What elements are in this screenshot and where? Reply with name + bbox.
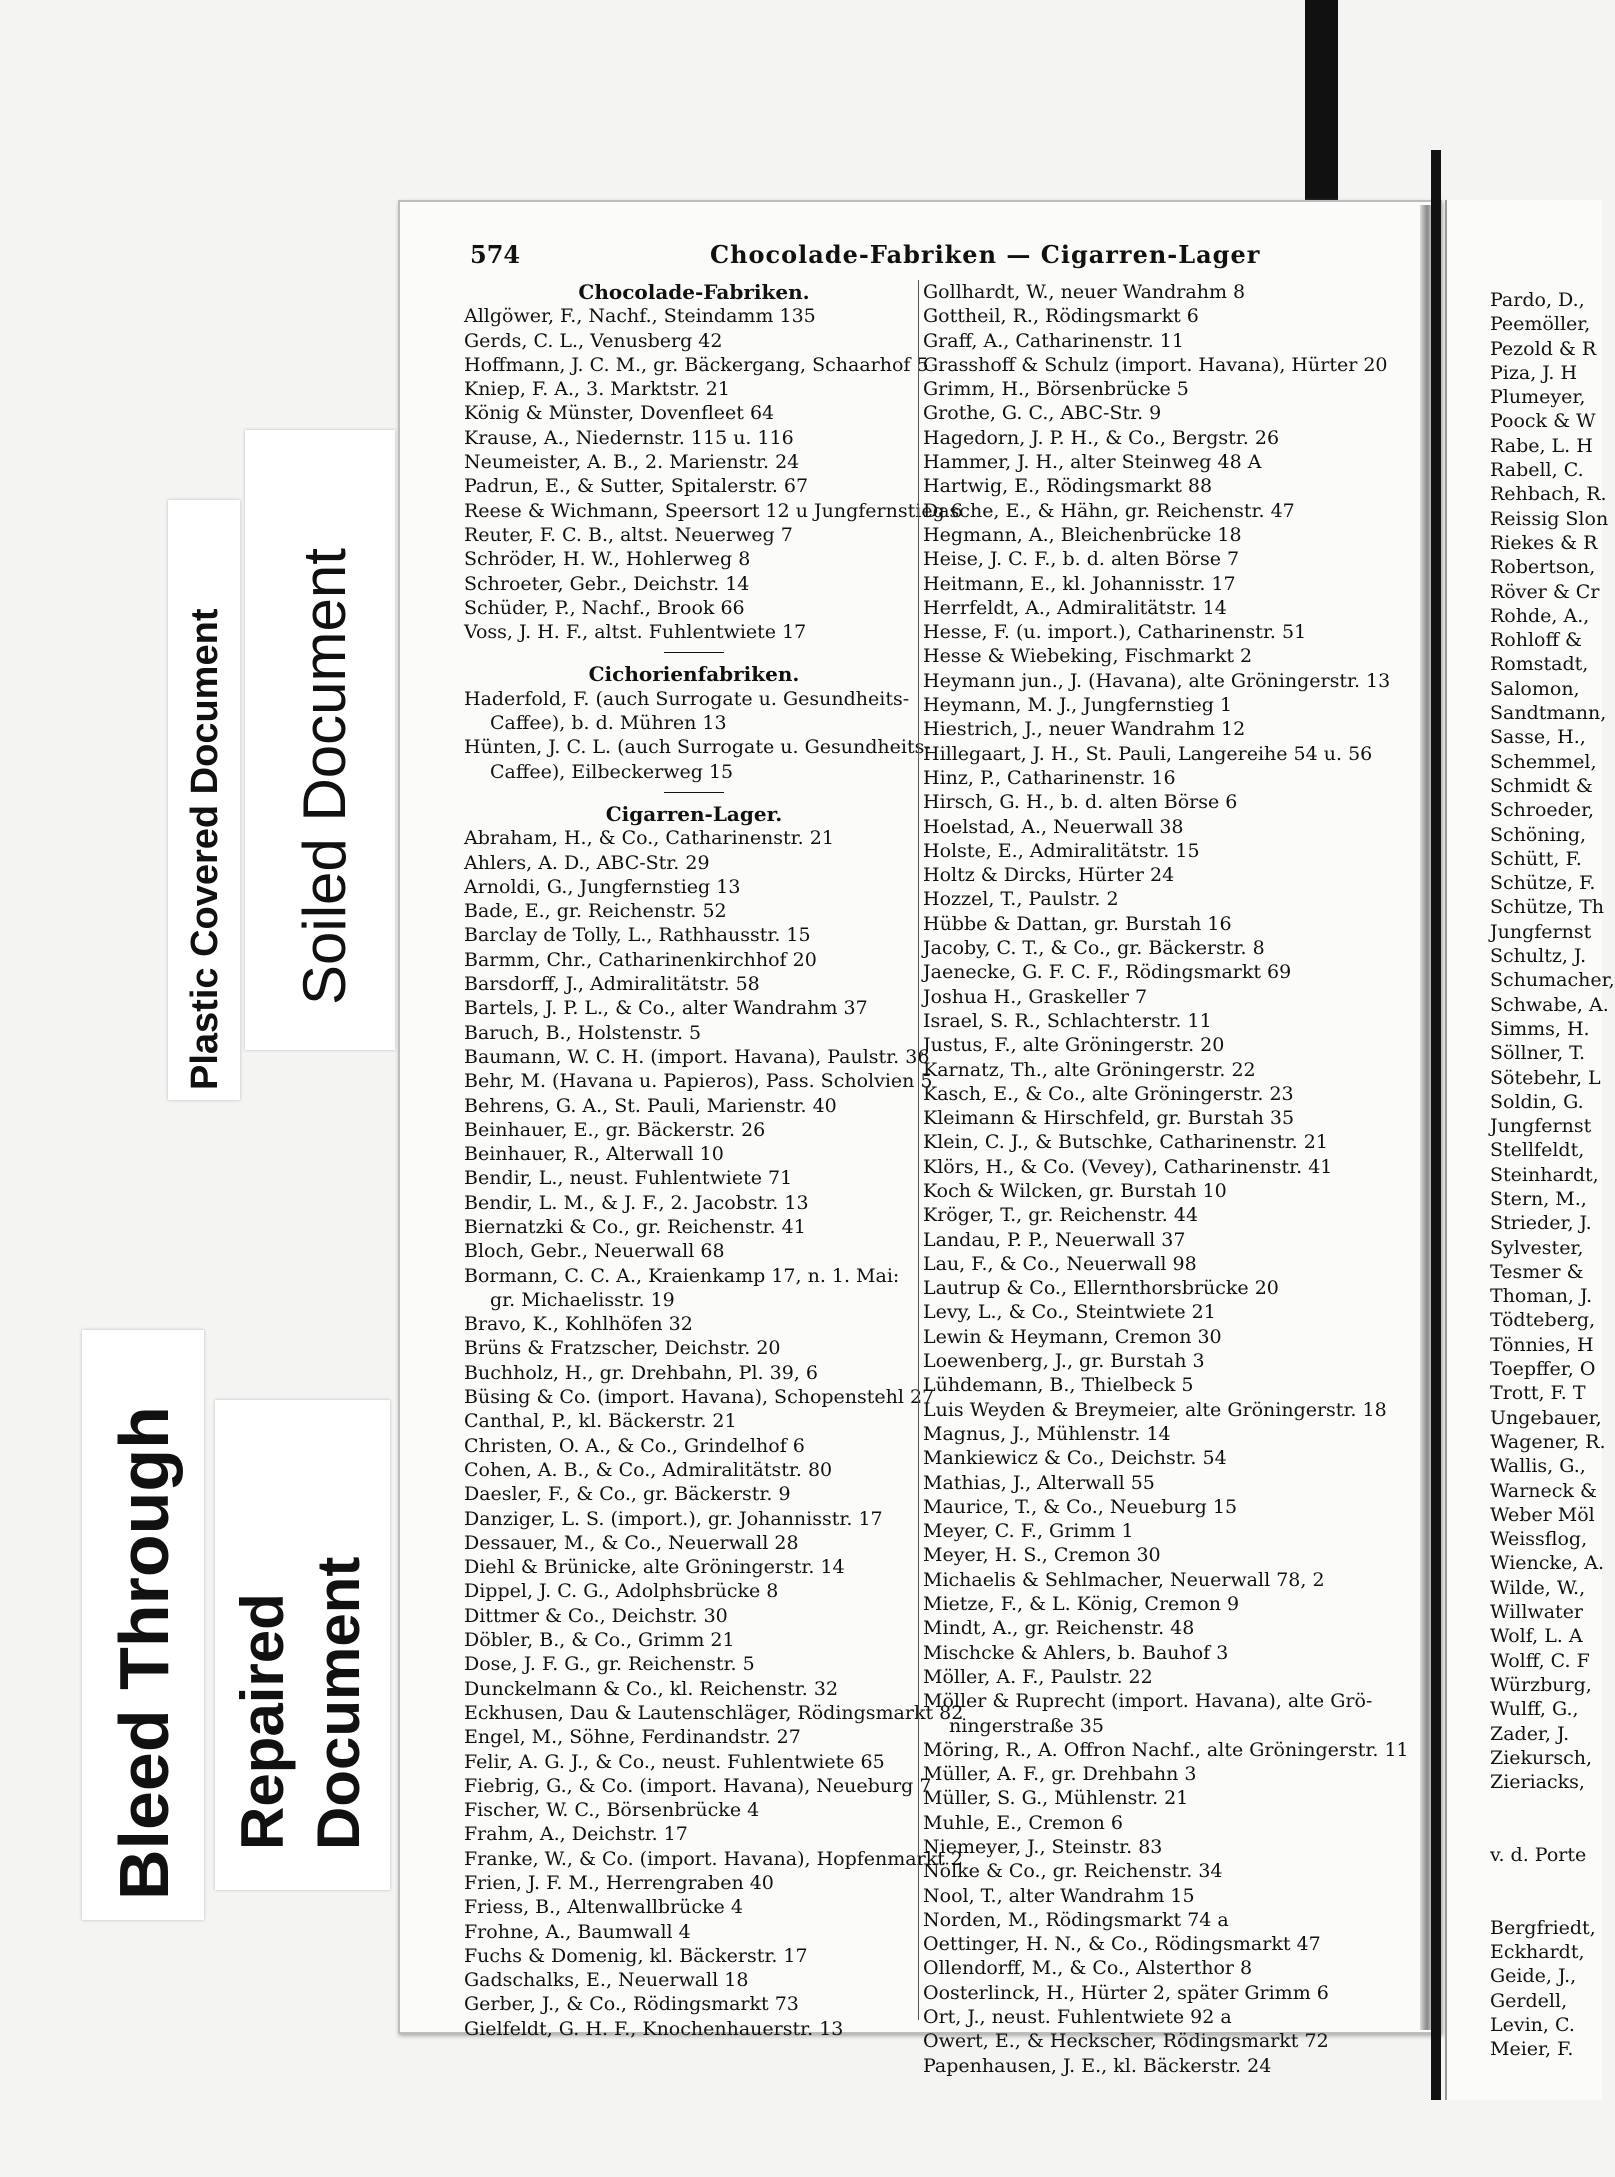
directory-entry: Hünten, J. C. L. (auch Surrogate u. Gesundheits- xyxy=(464,736,931,759)
facing-page-entry: Ziekursch, xyxy=(1490,1746,1593,1769)
facing-page-entry: Poock & W xyxy=(1490,410,1596,433)
directory-entry: Hesse, F. (u. import.), Catharinenstr. 51 xyxy=(923,621,1307,644)
facing-page-entry: Peemöller, xyxy=(1490,313,1591,336)
facing-page-entry: Jungfernst xyxy=(1490,1115,1592,1138)
facing-page-entry: Gerdell, xyxy=(1490,1989,1568,2012)
directory-entry: Frohne, A., Baumwall 4 xyxy=(464,1920,691,1943)
plastic-covered-label xyxy=(168,500,240,1100)
facing-page-entry: Wolf, L. A xyxy=(1490,1625,1583,1648)
directory-entry: Papenhausen, J. E., kl. Bäckerstr. 24 xyxy=(923,2054,1272,2077)
directory-entry: Bloch, Gebr., Neuerwall 68 xyxy=(464,1240,725,1263)
facing-page-entry: Rohde, A., xyxy=(1490,604,1590,627)
directory-entry: Barmm, Chr., Catharinenkirchhof 20 xyxy=(464,948,817,971)
facing-page-entry: Bergfriedt, xyxy=(1490,1916,1596,1939)
directory-entry: Müller, A. F., gr. Drehbahn 3 xyxy=(923,1763,1197,1786)
directory-entry: Krause, A., Niedernstr. 115 u. 116 xyxy=(464,426,794,449)
directory-entry: Barclay de Tolly, L., Rathhausstr. 15 xyxy=(464,924,811,947)
directory-entry: Nölke & Co., gr. Reichenstr. 34 xyxy=(923,1860,1223,1883)
facing-page-entry: Pezold & R xyxy=(1490,337,1597,360)
left-column xyxy=(464,280,964,2041)
facing-page-entry: Wulff, G., xyxy=(1490,1698,1579,1721)
top-dark-strip xyxy=(1305,0,1338,230)
entry-continuation: Caffee), b. d. Mühren 13 xyxy=(490,712,727,735)
facing-page-entry: Rabe, L. H xyxy=(1490,434,1593,457)
directory-entry: Gerds, C. L., Venusberg 42 xyxy=(464,329,723,352)
section-divider xyxy=(464,644,924,662)
repaired-text: Repaired Document xyxy=(229,1556,372,1850)
directory-entry: Lau, F., & Co., Neuerwall 98 xyxy=(923,1252,1197,1275)
directory-entry: Hillegaart, J. H., St. Pauli, Langereihe 54 u. 56 xyxy=(923,742,1373,765)
directory-entry: Jacoby, C. T., & Co., gr. Bäckerstr. 8 xyxy=(923,937,1265,960)
page-header xyxy=(470,240,1390,274)
facing-page-entry: Schütze, F. xyxy=(1490,872,1596,895)
facing-page-entry: Wiencke, A. xyxy=(1490,1552,1604,1575)
directory-entry: Gerber, J., & Co., Rödingsmarkt 73 xyxy=(464,1993,799,2016)
facing-page-entry: Soldin, G. xyxy=(1490,1090,1584,1113)
facing-page-entry: Sasse, H., xyxy=(1490,726,1586,749)
directory-entry: Hegmann, A., Bleichenbrücke 18 xyxy=(923,523,1242,546)
directory-entry: Bartels, J. P. L., & Co., alter Wandrahm 37 xyxy=(464,997,868,1020)
directory-entry: Ollendorff, M., & Co., Alsterthor 8 xyxy=(923,1957,1253,1980)
directory-entry: Dunckelmann & Co., kl. Reichenstr. 32 xyxy=(464,1677,839,1700)
directory-entry: Lühdemann, B., Thielbeck 5 xyxy=(923,1374,1194,1397)
facing-page-entry: Tödteberg, xyxy=(1490,1309,1596,1332)
facing-page-entry: Eckhardt, xyxy=(1490,1941,1585,1964)
directory-entry: Norden, M., Rödingsmarkt 74 a xyxy=(923,1908,1229,1931)
directory-entry: Dippel, J. C. G., Adolphsbrücke 8 xyxy=(464,1580,779,1603)
directory-entry: Baumann, W. C. H. (import. Havana), Paulstr. 36 xyxy=(464,1045,930,1068)
facing-page-entry: Schmidt & xyxy=(1490,774,1593,797)
directory-entry: Bade, E., gr. Reichenstr. 52 xyxy=(464,900,727,923)
directory-entry: Joshua H., Graskeller 7 xyxy=(923,985,1148,1008)
directory-entry: Döbler, B., & Co., Grimm 21 xyxy=(464,1629,735,1652)
directory-entry: Oosterlinck, H., Hürter 2, später Grimm 6 xyxy=(923,1981,1329,2004)
directory-entry: Kniep, F. A., 3. Marktstr. 21 xyxy=(464,378,730,401)
directory-entry: Franke, W., & Co. (import. Havana), Hopfenmarkt 2 xyxy=(464,1847,963,1870)
directory-entry: Ort, J., neust. Fuhlentwiete 92 a xyxy=(923,2006,1232,2029)
directory-entry: Bormann, C. C. A., Kraienkamp 17, n. 1. Mai: xyxy=(464,1264,900,1287)
facing-page-entry: Weber Möl xyxy=(1490,1503,1595,1526)
facing-page-entry: Salomon, xyxy=(1490,677,1580,700)
facing-page-entry: Stellfeldt, xyxy=(1490,1139,1585,1162)
facing-page-entry: Stern, M., xyxy=(1490,1187,1587,1210)
directory-entry: Levy, L., & Co., Steintwiete 21 xyxy=(923,1301,1216,1324)
facing-page-entry: Robertson, xyxy=(1490,556,1596,579)
directory-entry: Heitmann, E., kl. Johannisstr. 17 xyxy=(923,572,1236,595)
directory-entry: Landau, P. P., Neuerwall 37 xyxy=(923,1228,1186,1251)
page-number: 574 xyxy=(470,240,521,269)
directory-entry: Müller, S. G., Mühlenstr. 21 xyxy=(923,1787,1189,1810)
directory-entry: Mathias, J., Alterwall 55 xyxy=(923,1471,1155,1494)
facing-page-entry: Jungfernst xyxy=(1490,920,1592,943)
facing-page-entry: Geide, J., xyxy=(1490,1965,1577,1988)
facing-page-entry: Tönnies, H xyxy=(1490,1333,1594,1356)
facing-page-entry: Wilde, W., xyxy=(1490,1576,1586,1599)
directory-entry: Neumeister, A. B., 2. Marienstr. 24 xyxy=(464,451,800,474)
directory-entry: Grothe, G. C., ABC-Str. 9 xyxy=(923,402,1162,425)
facing-page-entry: Rehbach, R. xyxy=(1490,483,1607,506)
facing-page-entry: Plumeyer, xyxy=(1490,386,1586,409)
facing-page-entry: Schultz, J. xyxy=(1490,945,1587,968)
directory-entry: Dose, J. F. G., gr. Reichenstr. 5 xyxy=(464,1653,755,1676)
directory-entry: Hesse & Wiebeking, Fischmarkt 2 xyxy=(923,645,1253,668)
facing-page-entry: Schumacher, xyxy=(1490,969,1615,992)
facing-page-entry: Piza, J. H xyxy=(1490,361,1578,384)
directory-entry: Barsdorff, J., Admiralitätstr. 58 xyxy=(464,973,760,996)
facing-page-entry xyxy=(1490,1892,1600,1916)
directory-entry: Gielfeldt, G. H. F., Knochenhauerstr. 13 xyxy=(464,2017,844,2040)
facing-page-entry: Würzburg, xyxy=(1490,1673,1592,1696)
directory-entry: Schröder, H. W., Hohlerweg 8 xyxy=(464,548,751,571)
section-divider xyxy=(464,784,924,802)
directory-entry: Klörs, H., & Co. (Vevey), Catharinenstr. 41 xyxy=(923,1155,1333,1178)
soiled-label xyxy=(245,430,395,1050)
directory-entry: Möller, A. F., Paulstr. 22 xyxy=(923,1665,1153,1688)
directory-entry: Christen, O. A., & Co., Grindelhof 6 xyxy=(464,1434,805,1457)
directory-entry: Beinhauer, E., gr. Bäckerstr. 26 xyxy=(464,1118,766,1141)
soiled-text: Soiled Document xyxy=(291,548,358,1005)
facing-page-entry: Söllner, T. xyxy=(1490,1042,1586,1065)
directory-entry: Hübbe & Dattan, gr. Burstah 16 xyxy=(923,912,1232,935)
directory-entry: Herrfeldt, A., Admiralitätstr. 14 xyxy=(923,596,1227,619)
directory-entry: Klein, C. J., & Butschke, Catharinenstr. 21 xyxy=(923,1131,1328,1154)
facing-page-entry: Sandtmann, xyxy=(1490,702,1607,725)
directory-entry: Mietze, F., & L. König, Cremon 9 xyxy=(923,1593,1240,1616)
directory-entry: Holtz & Dircks, Hürter 24 xyxy=(923,864,1175,887)
directory-entry: Friess, B., Altenwallbrücke 4 xyxy=(464,1896,743,1919)
directory-entry: Lewin & Heymann, Cremon 30 xyxy=(923,1325,1222,1348)
directory-entry: Mankiewicz & Co., Deichstr. 54 xyxy=(923,1447,1227,1470)
facing-page-entry: Schütze, Th xyxy=(1490,896,1605,919)
directory-entry: Möring, R., A. Offron Nachf., alte Gröningerstr. 11 xyxy=(923,1738,1409,1761)
directory-entry: Behrens, G. A., St. Pauli, Marienstr. 40 xyxy=(464,1094,837,1117)
facing-page-entry: Sylvester, xyxy=(1490,1236,1584,1259)
directory-entry: Nool, T., alter Wandrahm 15 xyxy=(923,1884,1195,1907)
section-heading: Cichorienfabriken. xyxy=(588,662,800,687)
directory-entry: Möller & Ruprecht (import. Havana), alte Grö- xyxy=(923,1690,1373,1713)
directory-entry: Abraham, H., & Co., Catharinenstr. 21 xyxy=(464,827,834,850)
directory-entry: Arnoldi, G., Jungfernstieg 13 xyxy=(464,875,741,898)
directory-entry: Reese & Wichmann, Speersort 12 u Jungfernstieg 6 xyxy=(464,499,963,522)
directory-entry: Frahm, A., Deichstr. 17 xyxy=(464,1823,688,1846)
facing-page-entry: Meier, F. xyxy=(1490,2038,1574,2061)
directory-entry: Jaenecke, G. F. C. F., Rödingsmarkt 69 xyxy=(923,961,1292,984)
directory-entry: Fiebrig, G., & Co. (import. Havana), Neueburg 7 xyxy=(464,1774,932,1797)
directory-entry: Muhle, E., Cremon 6 xyxy=(923,1811,1124,1834)
directory-entry: Behr, M. (Havana u. Papieros), Pass. Scholvien 5 xyxy=(464,1070,933,1093)
facing-page-entry: Tesmer & xyxy=(1490,1260,1584,1283)
directory-entry: Karnatz, Th., alte Gröningerstr. 22 xyxy=(923,1058,1256,1081)
facing-page-entry: Röver & Cr xyxy=(1490,580,1600,603)
bleed-through-text: Bleed Through xyxy=(105,1406,183,1900)
directory-entry: Schüder, P., Nachf., Brook 66 xyxy=(464,596,745,619)
directory-entry: Mischcke & Ahlers, b. Bauhof 3 xyxy=(923,1641,1229,1664)
directory-entry: Luis Weyden & Breymeier, alte Gröningerstr. 18 xyxy=(923,1398,1387,1421)
directory-entry: Voss, J. H. F., altst. Fuhlentwiete 17 xyxy=(464,621,807,644)
directory-entry: Kasch, E., & Co., alte Gröningerstr. 23 xyxy=(923,1082,1294,1105)
facing-page-entry: Zieriacks, xyxy=(1490,1771,1585,1794)
directory-entry: Danziger, L. S. (import.), gr. Johannisstr. 17 xyxy=(464,1507,883,1530)
directory-entry: Ahlers, A. D., ABC-Str. 29 xyxy=(464,851,710,874)
facing-page-entry: Wagener, R. xyxy=(1490,1430,1606,1453)
facing-page-entry: Ungebauer, xyxy=(1490,1406,1602,1429)
directory-entry: Fuchs & Domenig, kl. Bäckerstr. 17 xyxy=(464,1944,808,1967)
directory-entry: Justus, F., alte Gröningerstr. 20 xyxy=(923,1034,1225,1057)
directory-entry: Maurice, T., & Co., Neueburg 15 xyxy=(923,1495,1238,1518)
section-heading: Cigarren-Lager. xyxy=(605,801,783,826)
directory-entry: Heise, J. C. F., b. d. alten Börse 7 xyxy=(923,548,1240,571)
directory-entry: Koch & Wilcken, gr. Burstah 10 xyxy=(923,1179,1227,1202)
directory-entry: Loewenberg, J., gr. Burstah 3 xyxy=(923,1350,1205,1373)
repaired-label xyxy=(215,1400,390,1890)
facing-page-entry: Rohloff & xyxy=(1490,629,1582,652)
entry-continuation: ningerstraße 35 xyxy=(949,1714,1104,1737)
facing-page-column xyxy=(1490,288,1615,2062)
directory-entry: Felir, A. G. J., & Co., neust. Fuhlentwiete 65 xyxy=(464,1750,885,1773)
directory-entry: Buchholz, H., gr. Drehbahn, Pl. 39, 6 xyxy=(464,1361,818,1384)
directory-entry: Kleimann & Hirschfeld, gr. Burstah 35 xyxy=(923,1107,1295,1130)
directory-entry: Baruch, B., Holstenstr. 5 xyxy=(464,1021,702,1044)
directory-entry: Gottheil, R., Rödingsmarkt 6 xyxy=(923,305,1199,328)
directory-entry: Bendir, L. M., & J. F., 2. Jacobstr. 13 xyxy=(464,1191,809,1214)
facing-page-entry: Simms, H. xyxy=(1490,1017,1590,1040)
directory-entry: Cohen, A. B., & Co., Admiralitätstr. 80 xyxy=(464,1458,833,1481)
directory-entry: Graff, A., Catharinenstr. 11 xyxy=(923,329,1184,352)
entry-continuation: gr. Michaelisstr. 19 xyxy=(490,1288,675,1311)
facing-page-entry: Levin, C. xyxy=(1490,2014,1575,2037)
facing-page-entry: Wolff, C. F xyxy=(1490,1649,1590,1672)
facing-page-entry: Riekes & R xyxy=(1490,531,1598,554)
facing-page-entry: Weissflog, xyxy=(1490,1528,1588,1551)
directory-entry: Beinhauer, R., Alterwall 10 xyxy=(464,1143,724,1166)
directory-entry: Daesler, F., & Co., gr. Bäckerstr. 9 xyxy=(464,1483,791,1506)
facing-page-entry: Reissig Slon xyxy=(1490,507,1609,530)
directory-entry: Meyer, H. S., Cremon 30 xyxy=(923,1544,1161,1567)
directory-entry: Hinz, P., Catharinenstr. 16 xyxy=(923,766,1176,789)
directory-entry: Hammer, J. H., alter Steinweg 48 A xyxy=(923,451,1262,474)
binding-edge xyxy=(1431,150,1441,2100)
directory-entry: Eckhusen, Dau & Lautenschläger, Rödingsmarkt 82 xyxy=(464,1701,964,1724)
directory-entry: Owert, E., & Heckscher, Rödingsmarkt 72 xyxy=(923,2030,1329,2053)
directory-entry: Mindt, A., gr. Reichenstr. 48 xyxy=(923,1617,1195,1640)
facing-page-entry: Schütt, F. xyxy=(1490,847,1582,870)
section-heading: Chocolade-Fabriken. xyxy=(578,280,810,304)
directory-entry: Hirsch, G. H., b. d. alten Börse 6 xyxy=(923,791,1238,814)
facing-page-entry: Thoman, J. xyxy=(1490,1285,1593,1308)
directory-entry: Dittmer & Co., Deichstr. 30 xyxy=(464,1604,728,1627)
directory-entry: Reuter, F. C. B., altst. Neuerweg 7 xyxy=(464,523,793,546)
directory-entry: Holste, E., Admiralitätstr. 15 xyxy=(923,839,1200,862)
directory-entry: Hozzel, T., Paulstr. 2 xyxy=(923,888,1119,911)
facing-page-entry: Schwabe, A. xyxy=(1490,993,1609,1016)
running-title: Chocolade-Fabriken — Cigarren-Lager xyxy=(710,240,1261,269)
directory-entry: Hoelstad, A., Neuerwall 38 xyxy=(923,815,1184,838)
directory-entry: Kröger, T., gr. Reichenstr. 44 xyxy=(923,1204,1199,1227)
directory-entry: Niemeyer, J., Steinstr. 83 xyxy=(923,1836,1163,1858)
bleed-through-label xyxy=(82,1330,204,1920)
directory-entry: Dessauer, M., & Co., Neuerwall 28 xyxy=(464,1531,799,1554)
facing-page-entry: Strieder, J. xyxy=(1490,1212,1592,1235)
facing-page-entry xyxy=(1490,1819,1600,1843)
facing-page-entry: Willwater xyxy=(1490,1601,1583,1624)
directory-entry: Gadschalks, E., Neuerwall 18 xyxy=(464,1969,749,1992)
facing-page-entry: Schöning, xyxy=(1490,823,1587,846)
directory-entry: Dasche, E., & Hähn, gr. Reichenstr. 47 xyxy=(923,499,1295,522)
directory-entry: Gollhardt, W., neuer Wandrahm 8 xyxy=(923,281,1246,303)
directory-entry: Bravo, K., Kohlhöfen 32 xyxy=(464,1313,693,1336)
facing-page-entry: Trott, F. T xyxy=(1490,1382,1586,1405)
directory-entry: Fischer, W. C., Börsenbrücke 4 xyxy=(464,1799,760,1822)
directory-entry: Grimm, H., Börsenbrücke 5 xyxy=(923,378,1189,401)
facing-page-entry: Sötebehr, L xyxy=(1490,1066,1601,1089)
directory-entry: Lautrup & Co., Ellernthorsbrücke 20 xyxy=(923,1277,1279,1300)
directory-entry: Engel, M., Söhne, Ferdinandstr. 27 xyxy=(464,1726,801,1749)
directory-entry: Meyer, C. F., Grimm 1 xyxy=(923,1520,1134,1543)
plastic-covered-text: Plastic Covered Document xyxy=(184,608,226,1090)
directory-entry: Grasshoff & Schulz (import. Havana), Hürter 20 xyxy=(923,353,1388,376)
directory-entry: Hartwig, E., Rödingsmarkt 88 xyxy=(923,475,1213,498)
facing-page-entry: Steinhardt, xyxy=(1490,1163,1599,1186)
directory-entry: Hiestrich, J., neuer Wandrahm 12 xyxy=(923,718,1246,741)
directory-entry: Padrun, E., & Sutter, Spitalerstr. 67 xyxy=(464,475,809,498)
directory-entry: Allgöwer, F., Nachf., Steindamm 135 xyxy=(464,305,816,328)
directory-entry: Heymann jun., J. (Havana), alte Gröningerstr. 13 xyxy=(923,669,1391,692)
directory-entry: Hoffmann, J. C. M., gr. Bäckergang, Schaarhof 5 xyxy=(464,353,929,376)
facing-page-entry: Wallis, G., xyxy=(1490,1455,1586,1478)
directory-entry: König & Münster, Dovenfleet 64 xyxy=(464,402,775,425)
directory-entry: Frien, J. F. M., Herrengraben 40 xyxy=(464,1872,774,1894)
directory-entry: Schroeter, Gebr., Deichstr. 14 xyxy=(464,572,750,595)
directory-entry: Israel, S. R., Schlachterstr. 11 xyxy=(923,1009,1212,1032)
directory-entry: Biernatzki & Co., gr. Reichenstr. 41 xyxy=(464,1215,806,1238)
directory-entry: Brüns & Fratzscher, Deichstr. 20 xyxy=(464,1337,781,1360)
facing-page-entry: v. d. Porte xyxy=(1490,1844,1587,1866)
directory-entry: Magnus, J., Mühlenstr. 14 xyxy=(923,1422,1171,1445)
right-column xyxy=(918,280,1409,2077)
facing-page-entry: Schroeder, xyxy=(1490,799,1595,822)
directory-entry: Hagedorn, J. P. H., & Co., Bergstr. 26 xyxy=(923,426,1280,449)
directory-entry: Büsing & Co. (import. Havana), Schopenstehl 27 xyxy=(464,1386,935,1409)
facing-page-entry xyxy=(1490,1867,1600,1891)
facing-page-entry: Toepffer, O xyxy=(1490,1358,1596,1381)
facing-page-entry: Warneck & xyxy=(1490,1479,1597,1502)
directory-entry: Heymann, M. J., Jungfernstieg 1 xyxy=(923,694,1233,717)
directory-entry: Diehl & Brünicke, alte Gröningerstr. 14 xyxy=(464,1556,845,1579)
facing-page-entry: Pardo, D., xyxy=(1490,289,1585,311)
entry-continuation: Caffee), Eilbeckerweg 15 xyxy=(490,760,734,783)
directory-entry: Michaelis & Sehlmacher, Neuerwall 78, 2 xyxy=(923,1568,1325,1591)
facing-page-entry xyxy=(1490,1794,1600,1818)
facing-page-entry: Rabell, C. xyxy=(1490,459,1584,482)
facing-page-entry: Zader, J. xyxy=(1490,1722,1570,1745)
directory-entry: Haderfold, F. (auch Surrogate u. Gesundheits- xyxy=(464,687,910,710)
directory-entry: Bendir, L., neust. Fuhlentwiete 71 xyxy=(464,1167,793,1190)
facing-page-entry: Romstadt, xyxy=(1490,653,1589,676)
directory-entry: Canthal, P., kl. Bäckerstr. 21 xyxy=(464,1410,737,1433)
facing-page-entry: Schemmel, xyxy=(1490,750,1597,773)
directory-entry: Oettinger, H. N., & Co., Rödingsmarkt 47 xyxy=(923,1933,1321,1956)
